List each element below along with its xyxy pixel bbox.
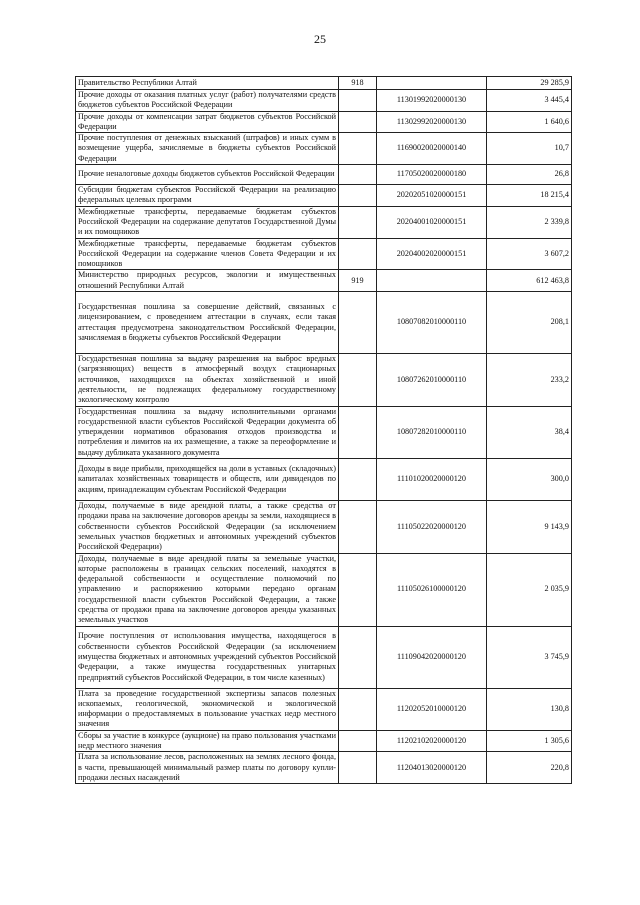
- row-budget-code: 11105022020000120: [377, 501, 487, 553]
- table-row: [76, 238, 572, 270]
- table-row: [76, 406, 572, 458]
- row-budget-code: [377, 77, 487, 90]
- row-name: Доходы в виде прибыли, приходящейся на доли в уставных (складочных) капиталах хозяйственных товариществ и обществ, или дивидендов по акциям, принадлежащим субъектам Российской Федерации: [76, 459, 339, 501]
- row-name: Субсидии бюджетам субъектов Российской Федерации на реализацию федеральных целевых программ: [76, 185, 339, 207]
- row-admin-code: [339, 688, 377, 730]
- row-budget-code: 10807082010000110: [377, 292, 487, 354]
- row-admin-code: [339, 111, 377, 133]
- row-name: Прочие доходы от компенсации затрат бюджетов субъектов Российской Федерации: [76, 111, 339, 133]
- row-admin-code: [339, 354, 377, 406]
- row-name: Прочие поступления от денежных взысканий (штрафов) и иных сумм в возмещение ущерба, зачисляемые в бюджеты субъектов Российской Федерации: [76, 133, 339, 165]
- table-row: [76, 185, 572, 207]
- row-admin-code: [339, 626, 377, 688]
- row-budget-code: 11202052010000120: [377, 688, 487, 730]
- row-amount: 29 285,9: [487, 77, 572, 90]
- row-name: Плата за проведение государственной экспертизы запасов полезных ископаемых, геологической, экономической и экологической информации о предоставляемых в пользование участках недр местного значения: [76, 688, 339, 730]
- row-name: Государственная пошлина за выдачу исполнительными органами государственной власти субъектов Российской Федерации документа об утверждении нормативов образования отходов производства и потребления и лимитов на их размещение, а также за переоформление и выдачу дубликата указанного документа: [76, 406, 339, 458]
- row-amount: 1 640,6: [487, 111, 572, 133]
- row-amount: 26,8: [487, 165, 572, 185]
- row-amount: 612 463,8: [487, 270, 572, 292]
- row-admin-code: [339, 185, 377, 207]
- row-budget-code: 20204002020000151: [377, 238, 487, 270]
- row-amount: 9 143,9: [487, 501, 572, 553]
- row-budget-code: 11105026100000120: [377, 553, 487, 626]
- row-admin-code: 918: [339, 77, 377, 90]
- row-amount: 3 745,9: [487, 626, 572, 688]
- row-admin-code: [339, 133, 377, 165]
- row-admin-code: [339, 553, 377, 626]
- table-row: [76, 553, 572, 626]
- row-admin-code: [339, 406, 377, 458]
- row-budget-code: 11204013020000120: [377, 752, 487, 784]
- row-admin-code: [339, 292, 377, 354]
- row-admin-code: [339, 206, 377, 238]
- row-budget-code: 11109042020000120: [377, 626, 487, 688]
- table-row: [76, 111, 572, 133]
- table-row: [76, 270, 572, 292]
- row-name: Прочие поступления от использования имущества, находящегося в собственности субъектов Российской Федерации (за исключением имущества бюджетных и автономных учреждений субъектов Российской Федерации, а также имущества государственных унитарных предприятий субъектов Российской Федерации, в том числе казенных): [76, 626, 339, 688]
- table-row: [76, 354, 572, 406]
- row-amount: 2 339,8: [487, 206, 572, 238]
- row-admin-code: [339, 90, 377, 112]
- table-row: [76, 133, 572, 165]
- row-admin-code: [339, 165, 377, 185]
- row-amount: 233,2: [487, 354, 572, 406]
- table-row: [76, 730, 572, 752]
- row-name: Министерство природных ресурсов, экологии и имущественных отношений Республики Алтай: [76, 270, 339, 292]
- table-row: [76, 165, 572, 185]
- table-row: [76, 752, 572, 784]
- row-budget-code: 11301992020000130: [377, 90, 487, 112]
- row-budget-code: 20204001020000151: [377, 206, 487, 238]
- row-name: Правительство Республики Алтай: [76, 77, 339, 90]
- row-budget-code: 11101020020000120: [377, 459, 487, 501]
- row-budget-code: 10807262010000110: [377, 354, 487, 406]
- table-row: [76, 90, 572, 112]
- row-budget-code: 11705020020000180: [377, 165, 487, 185]
- row-name: Доходы, получаемые в виде арендной платы за земельные участки, которые расположены в границах сельских поселений, находятся в федеральной собственности и осуществление полномочий по управлению и распоряжению которыми передано органам государственной власти субъектов Российской Федерации, а также средства от продажи права на заключение договоров аренды указанных земельных участков: [76, 553, 339, 626]
- row-amount: 208,1: [487, 292, 572, 354]
- row-admin-code: [339, 459, 377, 501]
- table-row: [76, 206, 572, 238]
- row-name: Государственная пошлина за выдачу разрешения на выброс вредных (загрязняющих) веществ в атмосферный воздух стационарных источников, находящихся на объектах хозяйственной и иной деятельности, не подлежащих федеральному государственному экологическому контролю: [76, 354, 339, 406]
- row-amount: 3 445,4: [487, 90, 572, 112]
- table-row: [76, 626, 572, 688]
- table-row: [76, 688, 572, 730]
- row-amount: 3 607,2: [487, 238, 572, 270]
- row-amount: 10,7: [487, 133, 572, 165]
- row-amount: 220,8: [487, 752, 572, 784]
- row-name: Межбюджетные трансферты, передаваемые бюджетам субъектов Российской Федерации на содержание депутатов Государственной Думы и их помощников: [76, 206, 339, 238]
- row-name: Доходы, получаемые в виде арендной платы, а также средства от продажи права на заключение договоров аренды за земли, находящиеся в собственности субъектов Российской Федерации (за исключением земельных участков бюджетных и автономных учреждений субъектов Российской Федерации): [76, 501, 339, 553]
- row-name: Государственная пошлина за совершение действий, связанных с лицензированием, с проведением аттестации в случаях, если такая аттестация предусмотрена законодательством Российской Федерации, зачисляемая в бюджеты субъектов Российской Федерации: [76, 292, 339, 354]
- table-row: [76, 501, 572, 553]
- row-budget-code: 11302992020000130: [377, 111, 487, 133]
- row-admin-code: [339, 501, 377, 553]
- row-budget-code: 11690020020000140: [377, 133, 487, 165]
- row-admin-code: [339, 730, 377, 752]
- page-number: 25: [314, 32, 326, 46]
- row-amount: 2 035,9: [487, 553, 572, 626]
- row-budget-code: 11202102020000120: [377, 730, 487, 752]
- table-row: [76, 292, 572, 354]
- row-name: Прочие неналоговые доходы бюджетов субъектов Российской Федерации: [76, 165, 339, 185]
- row-budget-code: [377, 270, 487, 292]
- row-budget-code: 20202051020000151: [377, 185, 487, 207]
- row-amount: 1 305,6: [487, 730, 572, 752]
- row-name: Прочие доходы от оказания платных услуг (работ) получателями средств бюджетов субъектов Российской Федерации: [76, 90, 339, 112]
- row-amount: 130,8: [487, 688, 572, 730]
- row-admin-code: [339, 238, 377, 270]
- table-row: [76, 77, 572, 90]
- row-amount: 300,0: [487, 459, 572, 501]
- row-admin-code: 919: [339, 270, 377, 292]
- row-budget-code: 10807282010000110: [377, 406, 487, 458]
- table-row: [76, 459, 572, 501]
- row-name: Межбюджетные трансферты, передаваемые бюджетам субъектов Российской Федерации на содержание членов Совета Федерации и их помощников: [76, 238, 339, 270]
- row-amount: 18 215,4: [487, 185, 572, 207]
- row-name: Сборы за участие в конкурсе (аукционе) на право пользования участками недр местного значения: [76, 730, 339, 752]
- row-name: Плата за использование лесов, расположенных на землях лесного фонда, в части, превышающей минимальный размер платы по договору купли-продажи лесных насаждений: [76, 752, 339, 784]
- row-admin-code: [339, 752, 377, 784]
- revenue-table: [75, 76, 572, 784]
- row-amount: 38,4: [487, 406, 572, 458]
